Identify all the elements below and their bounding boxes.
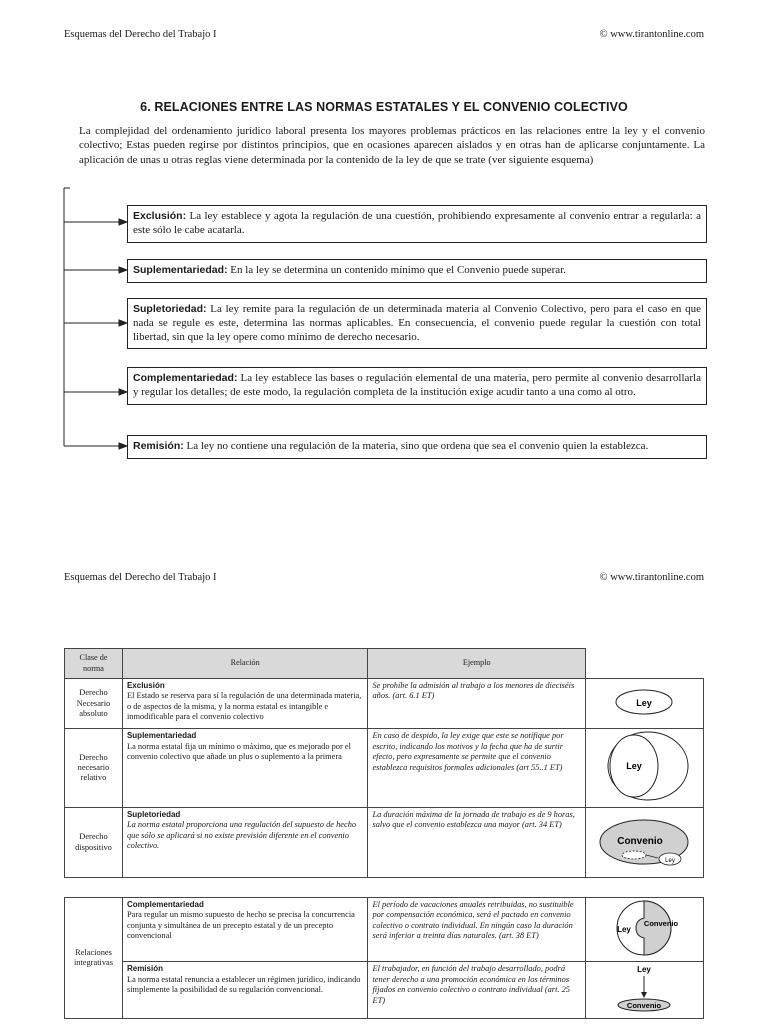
header-right: © www.tirantonline.com xyxy=(599,572,704,583)
relacion-text: Para regular un mismo supuesto de hecho se precisa la concurrencia conjunta y simultánea de un precepto estatal y de un precepto convencional xyxy=(126,910,355,941)
relations-table xyxy=(64,648,704,878)
ley-oval-diagram xyxy=(586,679,702,725)
header-left: Esquemas del Derecho del Trabajo I xyxy=(64,572,217,583)
item-suplementariedad xyxy=(127,259,707,283)
relacion-name: Complementariedad xyxy=(126,900,204,909)
diagram-cell xyxy=(585,807,703,877)
diagram-cell xyxy=(585,729,703,807)
intro-paragraph: La complejidad del ordenamiento jurídico laboral presenta los mayores problemas prácticos en las relaciones entre la ley y el convenio colectivo; Estas pueden regirse por distintos principios, que en ocasiones aparecen aislados y en otras han de aplicarse conjuntamente. La aplicación de unas u otras reglas viene determinada por la contenido de la ley de que se trate (ver siguiente esquema) xyxy=(79,125,705,166)
arrow xyxy=(64,219,127,449)
relacion-name: Suplementariedad xyxy=(126,731,197,741)
item-supletoriedad xyxy=(127,298,707,349)
clase-cell: Derecho necesario relativo xyxy=(65,729,123,807)
table-row xyxy=(65,679,704,729)
header-right: © www.tirantonline.com xyxy=(599,29,704,40)
convenio-label: Convenio xyxy=(617,835,664,847)
diagram-cell xyxy=(585,898,703,962)
header-relacion: Relación xyxy=(122,649,368,679)
item-term: Exclusión: xyxy=(133,210,187,222)
table-row xyxy=(65,807,704,877)
integrative-table xyxy=(64,897,704,1019)
convenio-label: Convenio xyxy=(644,919,679,928)
ejemplo-cell: El trabajador, en función del trabajo desarrollado, podrá tener derecho a una promoción económica en los términos fijados en convenio colectivo o contrato individual (art. 25 ET) xyxy=(368,962,586,1018)
relacion-text: La norma estatal fija un mínimo o máximo, que es mejorado por el convenio colectivo que añade un plus o suplemento a la primera xyxy=(126,741,351,762)
item-complementariedad xyxy=(127,367,707,405)
table-row xyxy=(65,962,704,1018)
clase-cell: Derecho dispositivo xyxy=(65,807,123,877)
clase-cell: Relaciones integrativas xyxy=(65,898,123,1019)
item-text: La ley remite para la regulación de un determinada materia al Convenio Colectivo, pero para el caso en que nada se regule es este, determina las normas aplicables. En consecuencia, el convenio puede regular la cuestión con total libertad, sin que la ley opere como mínimo de derecho necesario. xyxy=(133,303,701,343)
item-remision xyxy=(127,435,707,459)
header-blank xyxy=(585,649,703,679)
relacion-name: Supletoriedad xyxy=(126,809,181,819)
ley-label: Ley xyxy=(636,698,653,708)
ley-label: Ley xyxy=(626,761,643,772)
clase-cell: Derecho Necesario absoluto xyxy=(65,679,123,729)
page1-header xyxy=(64,29,704,40)
header-left: Esquemas del Derecho del Trabajo I xyxy=(64,29,217,40)
relacion-name: Exclusión xyxy=(126,681,165,690)
relacion-text: La norma estatal proporciona una regulación del supuesto de hecho que sólo se aplicará si no existe previsión diferente en el convenio colectivo. xyxy=(126,820,357,851)
complementariedad-diagram xyxy=(586,898,702,958)
relacion-cell xyxy=(122,679,368,729)
ejemplo-cell: La duración máxima de la jornada de trabajo es de 9 horas, salvo que el convenio establezca una mayor (art. 34 ET) xyxy=(368,807,586,877)
convenio-label: Convenio xyxy=(627,1001,662,1011)
item-text: La ley no contiene una regulación de la materia, sino que ordena que sea el convenio quien la establezca. xyxy=(183,440,649,452)
remision-diagram xyxy=(586,962,702,1014)
ejemplo-cell: Se prohíbe la admisión al trabajo a los menores de dieciséis años. (art. 6.1 ET) xyxy=(368,679,586,729)
item-exclusion xyxy=(127,205,707,243)
item-text: La ley establece y agota la regulación de una cuestión, prohibiendo expresamente al convenio entrar a regularla: a este sólo le cabe acatarla. xyxy=(133,210,701,236)
relacion-text: El Estado se reserva para sí la regulación de una determinada materia, o de aspectos de la misma, y la norma estatal es intangible e inmodificable para el convenio colectivo xyxy=(126,691,362,722)
relacion-name: Remisión xyxy=(126,964,163,974)
relacion-text: La norma estatal renuncia a establecer un régimen jurídico, indicando simplemente la posibilidad de su regulación convencional. xyxy=(126,974,361,995)
item-term: Supletoriedad: xyxy=(133,303,207,315)
page-title: 6. RELACIONES ENTRE LAS NORMAS ESTATALES Y EL CONVENIO COLECTIVO xyxy=(140,100,628,114)
ley-label: Ley xyxy=(665,857,676,864)
diagram-cell xyxy=(585,679,703,729)
ejemplo-cell: En caso de despido, la ley exige que este se notifique por escrito, indicando los motivos y la fecha que ha de surtir efecto, pero expresamente se permite que el convenio establezca requisitos formales adicionales (art 55..1 ET) xyxy=(368,729,586,807)
item-text: La ley establece las bases o regulación elemental de una materia, pero permite al convenio desarrollarla y regular los detalles; de este modo, la regulación completa de la institución exige acudir tanto a una como al otro. xyxy=(133,372,701,398)
item-term: Suplementariedad: xyxy=(133,264,228,276)
table-row xyxy=(65,898,704,962)
relacion-cell xyxy=(122,898,368,962)
ley-label: Ley xyxy=(637,965,652,975)
ley-label: Ley xyxy=(617,925,632,934)
suplementariedad-diagram xyxy=(586,729,702,803)
item-term: Complementariedad: xyxy=(133,372,238,384)
item-term: Remisión: xyxy=(133,440,184,452)
relacion-cell xyxy=(122,807,368,877)
diagram-cell xyxy=(585,962,703,1018)
relacion-cell xyxy=(122,729,368,807)
ejemplo-cell: El período de vacaciones anuales retribuidas, no sustituible por compensación económica, será el pactado en convenio colectivo o contrato individual. En ningún caso la duración será inferior a treinta días naturales. (art. 38 ET) xyxy=(368,898,586,962)
header-clase: Clase de norma xyxy=(65,649,123,679)
header-ejemplo: Ejemplo xyxy=(368,649,586,679)
supletoriedad-diagram xyxy=(586,808,702,874)
page2-header xyxy=(64,572,704,583)
relacion-cell xyxy=(122,962,368,1018)
item-text: En la ley se determina un contenido mínimo que el Convenio puede superar. xyxy=(227,264,566,276)
table-row xyxy=(65,729,704,807)
